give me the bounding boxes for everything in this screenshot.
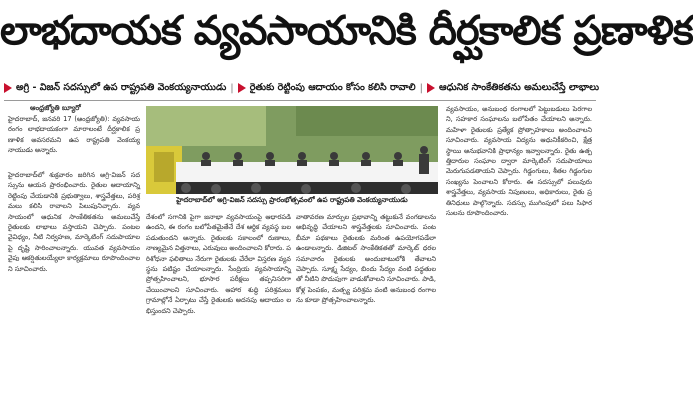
event-photo	[146, 106, 438, 194]
subhead-separator: |	[230, 82, 234, 94]
subhead-text: అగ్రి - విజన్ సదస్సులో ఉప రాష్ట్రపతి వెంకయ్యనాయుడు	[16, 81, 227, 93]
photo-caption: హైదరాబాద్‌లో అగ్రి-విజన్ సదస్సు ప్రారంభోత్సవంలో ఉప రాష్ట్రపతి వెంకయ్యనాయుడు	[176, 196, 408, 204]
article-column-3: వాతావరణ మార్పుల ప్రభావాన్ని తట్టుకునే వంగడాలను అభివృద్ధి చేయాలని శాస్త్రవేత్తలకు సూచించారు. పంట బీమా పథకాలు రైతులకు మరింత ఉపయోగపడేలా ఉండాలన్నారు. డిజిటల్ సాంకేతికతతో మార్కెట్ ధరల సమాచారం రైతులకు అందుబాటులోకి తేవాలని చెప్పారు. సూక్ష్మ సేద్యం, బిందు సేద్యం వంటి పద్ధతులతో నీటిని పొదుపుగా వాడుకోవాలని సూచించారు. పాడి, కోళ్ల పెంపకం, మత్స్య పరిశ్రమ వంటి అనుబంధ రంగాలను కూడా ప్రోత్సహించాలన్నారు.	[296, 213, 436, 305]
headline: లాభదాయక వ్యవసాయానికి దీర్ఘకాలిక ప్రణాళిక	[0, 8, 693, 54]
article-column-1-lead: హైదరాబాద్, జనవరి 17 (ఆంధ్రజ్యోతి): వ్యవసాయ రంగం లాభదాయకంగా మారాలంటే దీర్ఘకాలిక ప్రణాళిక అవసరమని ఉప రాష్ట్రపతి వెంకయ్యనాయుడు అన్నారు.	[8, 115, 140, 155]
triangle-bullet-icon	[427, 83, 435, 93]
dateline: ఆంధ్రజ్యోతి బ్యూరో	[30, 104, 81, 112]
subhead-separator: |	[419, 82, 424, 94]
triangle-bullet-icon	[238, 83, 246, 93]
article-column-1: హైదరాబాద్‌లో శుక్రవారం జరిగిన అగ్రి-విజన్ సదస్సును ఆయన ప్రారంభించారు. రైతుల ఆదాయాన్ని రెట్టింపు చేయడానికి ప్రభుత్వాలు, శాస్త్రవేత్తలు, పరిశ్రమలు కలిసి రావాలని పిలుపునిచ్చారు. వ్యవసాయంలో ఆధునిక సాంకేతికతను అమలుచేస్తే రైతులకు లాభాలు వస్తాయని చెప్పారు. పంటల వైవిధ్యం, నీటి నిర్వహణ, మార్కెటింగ్ సదుపాయాలపై దృష్టి సారించాలన్నారు. యువత వ్యవసాయం వైపు ఆకర్షితులయ్యేలా కార్యక్రమాలు రూపొందించాలని సూచించారు.	[8, 171, 140, 273]
article-column-4: వ్యవసాయం, అనుబంధ రంగాలలో పెట్టుబడులు పెరగాలని, సహకార సంఘాలను బలోపేతం చేయాలని అన్నారు. మహిళా రైతులకు ప్రత్యేక ప్రోత్సాహకాలు అందించాలని సూచించారు. వ్యవసాయ విద్యను ఆధునికీకరించి, క్షేత్రస్థాయి అనుభవానికి ప్రాధాన్యం ఇవ్వాలన్నారు. రైతు ఉత్పత్తిదారుల సంఘాల ద్వారా మార్కెటింగ్ సదుపాయాలు మెరుగుపడతాయని చెప్పారు. గిడ్డంగులు, శీతల గిడ్డంగుల సంఖ్యను పెంచాలని కోరారు. ఈ సదస్సులో పలువురు శాస్త్రవేత్తలు, వ్యవసాయ నిపుణులు, అధికారులు, రైతు ప్రతినిధులు పాల్గొన్నారు. సదస్సు ముగింపులో పలు సిఫారసులను రూపొందించారు.	[446, 105, 592, 218]
subhead-3	[427, 82, 599, 95]
subhead-text: రైతుకు రెట్టింపు ఆదాయం కోసం కలిసి రావాలి	[249, 81, 416, 93]
subheads-bar	[4, 78, 600, 98]
subhead-text: ఆధునిక సాంకేతికతను అమలుచేస్తే లాభాలు	[439, 81, 600, 93]
triangle-bullet-icon	[4, 83, 12, 93]
article-column-2: దేశంలో సగానికి పైగా జనాభా వ్యవసాయంపై ఆధారపడి ఉందని, ఈ రంగం బలోపేతమైతేనే దేశ ఆర్థిక వ్యవస్థ బలపడుతుందని అన్నారు. రైతులకు సకాలంలో రుణాలు, నాణ్యమైన విత్తనాలు, ఎరువులు అందించాలని కోరారు. పరిశోధనా ఫలితాలు నేరుగా రైతులకు చేరేలా విస్తరణ వ్యవస్థను పటిష్టం చేయాలన్నారు. సేంద్రియ వ్యవసాయాన్ని ప్రోత్సహించాలని, భూసార పరీక్షలు తప్పనిసరిగా చేయించాలని సూచించారు. ఆహార శుద్ధి పరిశ్రమలు గ్రామాల్లోనే ఏర్పాటు చేస్తే రైతులకు అదనపు ఆదాయం లభిస్తుందని చెప్పారు.	[146, 213, 291, 315]
subhead-2	[238, 82, 416, 95]
subhead-1	[4, 82, 226, 95]
divider-rule	[4, 100, 596, 101]
